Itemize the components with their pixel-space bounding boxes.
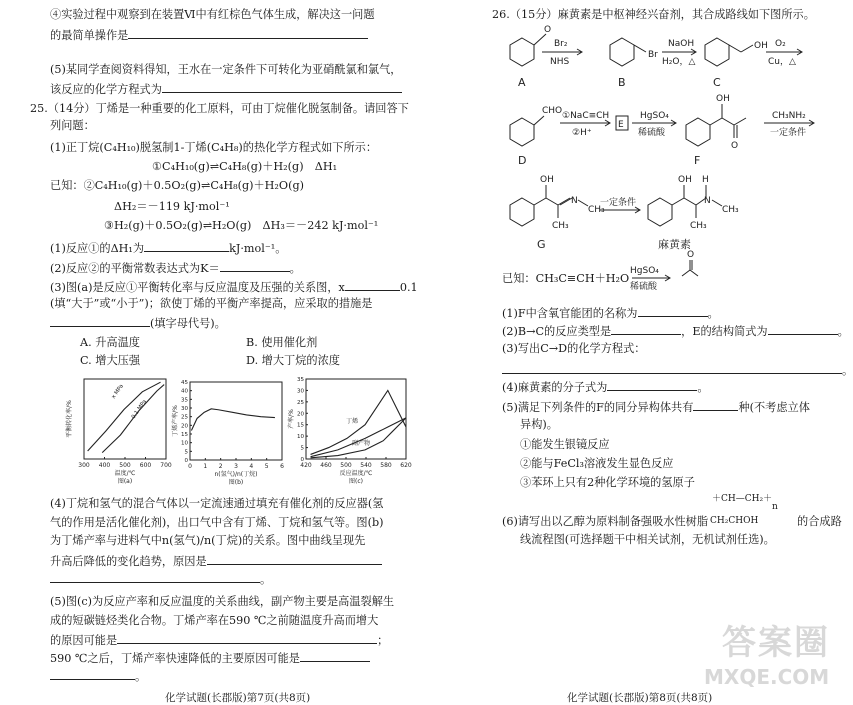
x-tick-label: 620 — [400, 462, 412, 469]
series-line — [311, 418, 406, 458]
y-tick-label: 30 — [181, 406, 188, 412]
reagent-text: HgSO₄ — [630, 266, 659, 276]
y-tick-label: 20 — [297, 411, 304, 418]
text-line: 线流程图(可选择题干中相关试剂，无机试剂任选)。 — [520, 533, 775, 546]
text-line: 。 — [50, 571, 271, 587]
page-footer: 化学试题(长郡版)第7页(共8页) — [165, 692, 311, 704]
equation: 已知：②C₄H₁₀(g)＋0.5O₂(g)⇌C₄H₈(g)＋H₂O(g) — [50, 179, 304, 192]
atom-label: CH₃ — [552, 221, 569, 231]
reagent-text: H₂O，△ — [662, 57, 696, 67]
polymer-bottom: CH₂CHOH — [710, 516, 759, 526]
watermark-url: MXQE.COM — [704, 665, 830, 689]
reagent-text: Cu，△ — [768, 57, 796, 67]
x-tick-label: 6 — [280, 463, 284, 470]
compound-label-a: A — [518, 76, 526, 89]
y-tick-label: 25 — [297, 399, 304, 406]
y-tick-label: 0 — [184, 458, 188, 464]
condition-2: ②能与FeCl₃溶液发生显色反应 — [520, 457, 674, 470]
text-line: 的原因可能是 ； — [50, 634, 389, 647]
x-axis-label: 温度/℃ — [114, 470, 136, 477]
x-axis-label: n(氢气)/n(丁烷) — [214, 471, 258, 478]
y-axis-label: 平衡转化率/% — [66, 400, 73, 438]
reagent-text: 稀硫酸 — [638, 128, 666, 138]
option-c: C. 增大压强 — [80, 354, 141, 367]
y-tick-label: 15 — [181, 432, 188, 438]
text-line: ④实验过程中观察到在装置Ⅵ中有红棕色气体生成，解决这一问题 — [50, 8, 375, 21]
y-tick-label: 45 — [181, 380, 188, 386]
chart-caption: 图(a) — [117, 478, 133, 485]
watermark-logo: 答案圈 — [722, 623, 830, 663]
x-tick-label: 460 — [320, 462, 332, 469]
compound-e: E — [618, 120, 624, 130]
reagent-text: HgSO₄ — [640, 111, 669, 121]
chart-c — [290, 375, 410, 490]
x-tick-label: 500 — [119, 462, 131, 469]
text-line: (2)B→C的反应类型是 ，E的结构简式为 。 — [502, 325, 849, 338]
reagent-text: CH₃NH₂ — [772, 111, 806, 121]
y-tick-label: 35 — [181, 397, 188, 404]
reagent-text: 一定条件 — [600, 198, 637, 208]
text-line: (5)满足下列条件的F的同分异构体共有 种(不考虑立体 — [502, 401, 810, 414]
compound-label-ephedrine: 麻黄素 — [658, 238, 691, 251]
methyl-label: O — [544, 25, 552, 35]
x-tick-label: 3 — [234, 463, 238, 470]
y-tick-label: 10 — [297, 434, 304, 441]
equation: ③H₂(g)＋0.5O₂(g)⇌H₂O(g) ΔH₃＝－242 kJ·mol⁻¹ — [104, 219, 379, 232]
y-tick-label: 40 — [181, 388, 188, 395]
x-tick-label: 400 — [98, 462, 111, 469]
atom-label: CH₃ — [690, 221, 707, 231]
x-tick-label: 580 — [380, 462, 392, 469]
reagent-text: 一定条件 — [770, 128, 807, 138]
reagent-text: NHS — [550, 57, 570, 67]
known-reaction: 已知：CH₃C≡CH＋H₂O — [502, 272, 630, 285]
polymer-top: ＋CH—CH₂＋ — [712, 494, 773, 504]
x-tick-label: 0 — [188, 463, 192, 470]
series-line — [88, 382, 161, 451]
option-d: D. 增大丁烷的浓度 — [246, 354, 340, 367]
condition-3: ③苯环上只有2种化学环境的氢原子 — [520, 476, 695, 489]
chart-caption: 图(c) — [349, 478, 363, 485]
y-tick-label: 0 — [300, 457, 304, 463]
atom-label: CH₃ — [588, 205, 605, 215]
x-tick-label: 5 — [264, 463, 269, 470]
atom-label: N — [571, 196, 578, 206]
chart-b — [172, 378, 287, 490]
y-tick-label: 5 — [184, 449, 188, 456]
reagent-text: ①NaC≡CH — [562, 111, 610, 121]
text-line: (5)某同学查阅资料得知，王水在一定条件下可转化为亚硝酰氯和氯气， — [50, 63, 402, 76]
text-line: (6)请写出以乙醇为原料制备强吸水性树脂 — [502, 515, 709, 528]
x-tick-label: 300 — [78, 462, 90, 469]
x-tick-label: 700 — [160, 462, 172, 469]
plot-frame — [190, 382, 282, 460]
x-axis-label: 反应温度/℃ — [339, 470, 373, 477]
y-axis-label: 丁烯产率/% — [172, 405, 179, 437]
atom-label: N — [704, 196, 711, 206]
text-line: 成的短碳链烃类化合物。丁烯产率在590 ℃之前随温度升高而增大 — [50, 614, 379, 627]
text-line: 为丁烯产率与进料气中n(氢气)/n(丁烷)的关系。图中曲线呈现先 — [50, 534, 366, 547]
text-line: (4)丁烷和氢气的混合气体以一定流速通过填充有催化剂的反应器(氢 — [50, 497, 384, 510]
page-footer: 化学试题(长郡版)第8页(共8页) — [567, 692, 713, 704]
text-line: (2)反应②的平衡常数表达式为K＝ 。 — [50, 262, 301, 275]
y-tick-label: 25 — [181, 414, 188, 421]
text-line: (3)图(a)是反应①平衡转化率与反应温度及压强的关系图，x 0.1 — [50, 281, 418, 294]
text-line: 。 — [502, 362, 853, 378]
compound-label-c: C — [713, 76, 721, 89]
reagent-text: NaOH — [668, 39, 695, 49]
text-line: 列问题： — [50, 119, 95, 132]
series-label: x MPa — [110, 383, 125, 401]
compound-label-g: G — [537, 238, 546, 251]
polymer-n: n — [772, 502, 778, 512]
annotation: 副产物 — [352, 440, 371, 447]
text-line: 590 ℃之后，丁烯产率快速降低的主要原因可能是 — [50, 650, 370, 666]
annotation: 丁烯 — [346, 418, 359, 425]
question-title: 25.（14分）丁烯是一种重要的化工原料，可由丁烷催化脱氢制备。请回答下 — [30, 102, 409, 115]
text-line: 异构)。 — [520, 418, 558, 431]
text-line: (1)反应①的ΔH₁为 kJ·mol⁻¹。 — [50, 242, 287, 255]
atom-label: OH — [540, 175, 554, 185]
text-line: 升高后降低的变化趋势，原因是 — [50, 553, 382, 569]
atom-label: OH — [754, 41, 768, 51]
text-line: (4)麻黄素的分子式为 。 — [502, 381, 709, 394]
reagent-text: Br₂ — [554, 39, 568, 49]
atom-label: H — [702, 175, 709, 185]
atom-label: OH — [678, 175, 692, 185]
text-line: (5)图(c)为反应产率和反应温度的关系曲线，副产物主要是高温裂解生 — [50, 595, 395, 608]
y-tick-label: 5 — [300, 445, 304, 452]
x-tick-label: 2 — [218, 463, 223, 470]
text-line: (填字母代号)。 — [50, 315, 226, 331]
series-label: 0.1 MPa — [130, 398, 149, 421]
chart-caption: 图(b) — [228, 479, 244, 486]
text-line: 气的作用是活化催化剂)，出口气中含有丁烯、丁烷和氢气等。图(b) — [50, 516, 384, 529]
condition-1: ①能发生银镜反应 — [520, 438, 610, 451]
y-tick-label: 10 — [181, 440, 188, 447]
option-a: A. 升高温度 — [80, 336, 140, 349]
atom-label: CHO — [542, 106, 563, 116]
atom-label: Br — [648, 50, 658, 60]
atom-label: CH₃ — [722, 205, 739, 215]
reagent-text: ②H⁺ — [572, 128, 592, 138]
reagent-text: 稀硫酸 — [630, 282, 658, 292]
compound-label-b: B — [618, 76, 626, 89]
atom-label: OH — [716, 94, 730, 104]
text-line: 该反应的化学方程式为 — [50, 81, 402, 97]
reagent-text: O₂ — [775, 39, 786, 49]
left-page — [0, 0, 420, 705]
x-tick-label: 420 — [300, 462, 312, 469]
text-line: (3)写出C→D的化学方程式： — [502, 342, 646, 355]
compound-label-f: F — [694, 154, 701, 167]
text-line: (1)F中含氧官能团的名称为 。 — [502, 307, 719, 320]
chart-a — [66, 375, 172, 490]
text-line: 。 — [50, 668, 146, 684]
option-b: B. 使用催化剂 — [246, 336, 318, 349]
right-page — [432, 0, 852, 705]
text-line: 的合成路 — [797, 515, 842, 528]
y-tick-label: 30 — [297, 388, 304, 395]
question-title: 26.（15分）麻黄素是中枢神经兴奋剂，其合成路线如下图所示。 — [492, 8, 815, 21]
atom-label: O — [687, 250, 695, 260]
series-line — [191, 409, 275, 431]
y-tick-label: 15 — [297, 422, 304, 429]
text-line: (填“大于”或“小于”)；欲使丁烯的平衡产率提高，应采取的措施是 — [50, 297, 373, 310]
x-tick-label: 540 — [360, 462, 372, 469]
y-axis-label: 产率/% — [288, 409, 295, 429]
synthesis-scheme — [432, 20, 852, 290]
x-tick-label: 1 — [203, 463, 208, 470]
x-tick-label: 600 — [139, 462, 152, 469]
x-tick-label: 4 — [249, 463, 254, 470]
text-line: 的最简单操作是 — [50, 27, 368, 43]
x-tick-label: 500 — [340, 462, 352, 469]
text-line: (1)正丁烷(C₄H₁₀)脱氢制1-丁烯(C₄H₈)的热化学方程式如下所示： — [50, 141, 378, 154]
y-tick-label: 20 — [181, 423, 188, 430]
atom-label: O — [731, 141, 739, 151]
compound-label-d: D — [518, 154, 527, 167]
plot-frame — [84, 379, 166, 459]
y-tick-label: 35 — [297, 377, 304, 383]
equation: ΔH₂＝－119 kJ·mol⁻¹ — [114, 200, 230, 213]
equation: ①C₄H₁₀(g)⇌C₄H₈(g)＋H₂(g) ΔH₁ — [152, 160, 338, 173]
